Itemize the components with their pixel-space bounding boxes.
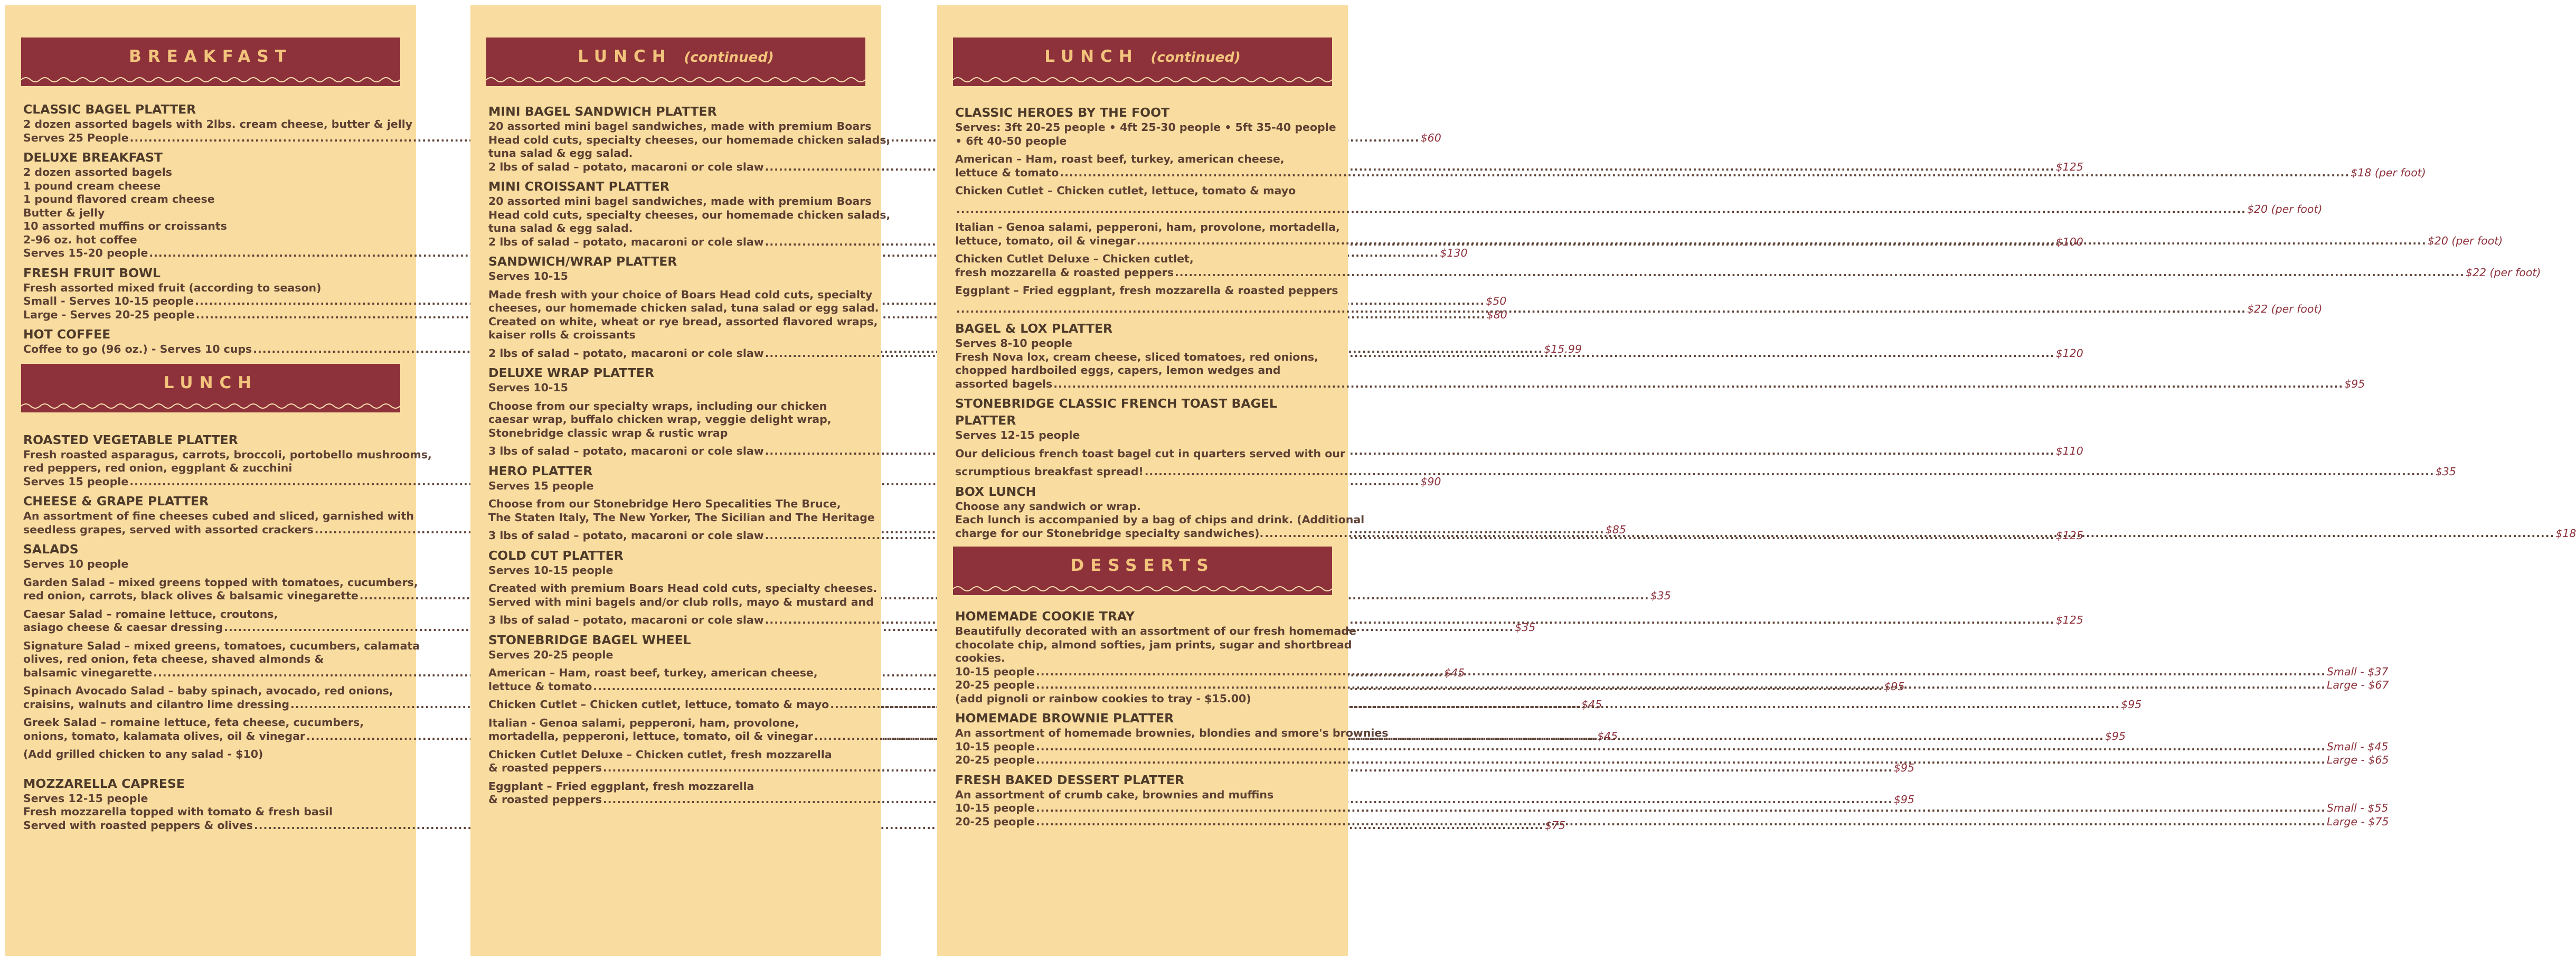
description-line: American – Ham, roast beef, turkey, american cheese, xyxy=(488,666,818,679)
item-price: $75 xyxy=(1544,818,1566,832)
description-line: red peppers, red onion, eggplant & zucchini xyxy=(23,462,292,474)
item-title: HOMEMADE BROWNIE PLATTER xyxy=(955,711,1174,726)
description-line: Butter & jelly xyxy=(23,206,105,219)
item-label: lettuce & tomato xyxy=(955,166,1059,179)
description-line: 2-96 oz. hot coffee xyxy=(23,233,137,246)
description-line: Serves 12-15 people xyxy=(955,429,1080,441)
dot-leader xyxy=(1036,665,2326,679)
item-title: COLD CUT PLATTER xyxy=(488,548,624,563)
wave-divider xyxy=(21,402,400,410)
item-price: $18 xyxy=(2555,526,2576,540)
item-price: $130 xyxy=(1440,247,1468,259)
description-line: Chicken Cutlet Deluxe – Chicken cutlet, xyxy=(955,252,1194,265)
price-row xyxy=(955,202,2323,217)
item-label: fresh mozzarella & roasted peppers xyxy=(955,266,1174,279)
description-line: caesar wrap, buffalo chicken wrap, veggie delight wrap, xyxy=(488,413,832,426)
item-label: craisins, walnuts and cilantro lime dressing xyxy=(23,698,290,711)
desserts-banner xyxy=(953,547,1332,595)
item-price: $125 xyxy=(2055,614,2083,626)
item-label: Large - Serves 20-25 people xyxy=(23,308,195,321)
description-line: tuna salad & egg salad. xyxy=(488,222,633,234)
description-line: Caesar Salad – romaine lettuce, croutons, xyxy=(23,607,278,620)
description-line: Serves 10 people xyxy=(23,558,129,570)
section-heading: LUNCH (continued) xyxy=(578,47,774,66)
item-price: $15.99 xyxy=(1544,343,1582,355)
description-line: Chicken Cutlet – Chicken cutlet, lettuce, tomato & mayo xyxy=(955,184,1296,197)
description-line: Choose from our specialty wraps, including our chicken xyxy=(488,399,827,412)
wave-divider xyxy=(486,76,865,84)
item-label: 10-15 people xyxy=(955,665,1035,678)
description-line: Italian - Genoa salami, pepperoni, ham, provolone, xyxy=(488,716,799,729)
item-price: $20 (per foot) xyxy=(2427,234,2503,247)
item-label: red onion, carrots, black olives & balsamic vinegarette xyxy=(23,589,358,602)
item-price: $95 xyxy=(2105,730,2126,742)
item-price: $95 xyxy=(1893,793,1914,806)
item-label: assorted bagels xyxy=(955,377,1053,390)
item-price: $35 xyxy=(1650,589,1671,602)
price-row xyxy=(955,802,2389,815)
description-line: 1 pound flavored cream cheese xyxy=(23,193,215,205)
description-line: 20 assorted mini bagel sandwiches, made with premium Boars xyxy=(488,195,872,208)
description-line: Italian - Genoa salami, pepperoni, ham, provolone, mortadella, xyxy=(955,221,1340,233)
item-price: $45 xyxy=(1444,666,1465,679)
item-price: $18 (per foot) xyxy=(2351,166,2426,179)
dot-leader xyxy=(1036,802,2326,815)
item-price: $22 (per foot) xyxy=(2247,302,2323,315)
item-title: DELUXE BREAKFAST xyxy=(23,150,163,165)
dot-leader xyxy=(1265,527,2554,541)
item-title: DELUXE WRAP PLATTER xyxy=(488,365,655,380)
description-line: 10 assorted muffins or croissants xyxy=(23,220,227,232)
lunch-banner xyxy=(21,364,400,412)
section-heading: LUNCH xyxy=(163,373,258,392)
item-title: CLASSIC BAGEL PLATTER xyxy=(23,102,196,117)
item-title: FRESH FRUIT BOWL xyxy=(23,265,161,280)
item-price: $90 xyxy=(1420,475,1441,488)
item-label: 3 lbs of salad – potato, macaroni or cole slaw xyxy=(488,614,764,626)
dot-leader xyxy=(1036,679,2326,692)
description-line: cookies. xyxy=(955,652,1005,664)
description-line: chopped hardboiled eggs, capers, lemon wedges and xyxy=(955,364,1281,377)
item-label: 3 lbs of salad – potato, macaroni or cole slaw xyxy=(488,529,764,542)
item-label: Coffee to go (96 oz.) - Serves 10 cups xyxy=(23,343,252,355)
item-title: HOMEMADE COOKIE TRAY xyxy=(955,609,1135,624)
item-title: SALADS xyxy=(23,542,79,557)
price-row xyxy=(955,740,2389,754)
item-price: $45 xyxy=(1597,729,1618,742)
item-title: CHEESE & GRAPE PLATTER xyxy=(23,494,209,509)
item-label: Chicken Cutlet – Chicken cutlet, lettuce, tomato & mayo xyxy=(488,698,829,711)
item-label: balsamic vinegarette xyxy=(23,666,153,679)
item-label: Small - Serves 10-15 people xyxy=(23,295,194,307)
description-line: Serves 15 people xyxy=(488,479,594,492)
item-price: $45 xyxy=(1581,698,1602,711)
description-line: Choose from our Stonebridge Hero Specalities The Bruce, xyxy=(488,497,841,510)
item-price: Large - $75 xyxy=(2326,815,2389,828)
item-label: mortadella, pepperoni, lettuce, tomato, oil & vinegar xyxy=(488,730,813,742)
item-label: 20-25 people xyxy=(955,815,1035,828)
description-line: kaiser rolls & croissants xyxy=(488,328,636,341)
description-line: An assortment of crumb cake, brownies and muffins xyxy=(955,788,1274,801)
price-row xyxy=(488,761,1914,775)
price-row xyxy=(955,754,2389,767)
description-line: 1 pound cream cheese xyxy=(23,179,161,192)
description-line: Serves 10-15 people xyxy=(488,563,614,577)
description-line: Created on white, wheat or rye bread, assorted flavored wraps, xyxy=(488,315,878,328)
description-line: An assortment of fine cheeses cubed and sliced, garnished with xyxy=(23,510,414,522)
description-line: Stonebridge classic wrap & rustic wrap xyxy=(488,426,728,439)
item-title: SANDWICH/WRAP PLATTER xyxy=(488,254,677,269)
item-label: Serves 15-20 people xyxy=(23,247,148,259)
item-title: CLASSIC HEROES BY THE FOOT xyxy=(955,105,1170,120)
item-label: Served with roasted peppers & olives xyxy=(23,818,253,832)
item-price: Small - $55 xyxy=(2326,802,2389,814)
item-price: $35 xyxy=(1515,621,1536,634)
note-text: (add pignoli or rainbow cookies to tray - $15.00) xyxy=(955,692,1251,705)
item-label: Serves 15 people xyxy=(23,475,129,488)
item-price: $20 (per foot) xyxy=(2247,202,2323,215)
description-line: Signature Salad – mixed greens, tomatoes, cucumbers, calamata xyxy=(23,639,420,652)
item-title: ROASTED VEGETABLE PLATTER xyxy=(23,432,238,447)
item-price: Small - $45 xyxy=(2326,740,2389,753)
description-line: tuna salad & egg salad. xyxy=(488,147,633,159)
item-price: $50 xyxy=(1486,295,1507,307)
item-title: MINI CROISSANT PLATTER xyxy=(488,179,669,194)
dot-leader xyxy=(956,303,2246,316)
item-label: onions, tomato, kalamata olives, oil & vinegar xyxy=(23,729,306,742)
description-line: Fresh mozzarella topped with tomato & fresh basil xyxy=(23,805,333,818)
item-label: 10-15 people xyxy=(955,802,1035,814)
description-line: Chicken Cutlet Deluxe – Chicken cutlet, fresh mozzarella xyxy=(488,748,832,761)
dot-leader xyxy=(1036,754,2326,767)
lunch-continued-banner xyxy=(486,37,865,86)
description-line: Head cold cuts, specialty cheeses, our homemade chicken salads, xyxy=(488,208,891,221)
description-line: 2 dozen assorted bagels with 2lbs. cream cheese, butter & jelly xyxy=(23,118,413,130)
description-line: Beautifully decorated with an assortment of our fresh homemade xyxy=(955,625,1356,637)
item-title: MOZZARELLA CAPRESE xyxy=(23,776,185,791)
item-label: lettuce, tomato, oil & vinegar xyxy=(955,234,1136,247)
item-label: & roasted peppers xyxy=(488,761,602,774)
item-title: STONEBRIDGE BAGEL WHEEL xyxy=(488,632,691,647)
dot-leader xyxy=(1145,465,2435,479)
item-title: BAGEL & LOX PLATTER xyxy=(955,321,1113,336)
price-row xyxy=(955,266,2541,280)
description-line: American – Ham, roast beef, turkey, american cheese, xyxy=(955,153,1285,165)
description-line: Serves 10-15 xyxy=(488,270,568,283)
item-price: $95 xyxy=(2121,698,2142,711)
wave-divider xyxy=(953,76,1332,84)
item-label: charge for our Stonebridge specialty sandwiches). xyxy=(955,526,1264,540)
item-label: & roasted peppers xyxy=(488,793,602,806)
item-price: $120 xyxy=(2055,346,2083,360)
description-line: 20 assorted mini bagel sandwiches, made with premium Boars xyxy=(488,120,872,133)
item-price: Small - $37 xyxy=(2326,665,2389,678)
description-line: Greek Salad – romaine lettuce, feta cheese, cucumbers, xyxy=(23,716,364,729)
description-line: Eggplant – Fried eggplant, fresh mozzarella & roasted peppers xyxy=(955,284,1338,297)
dot-leader xyxy=(1036,815,2326,829)
item-price: $80 xyxy=(1486,308,1507,321)
item-label: 20-25 people xyxy=(955,754,1035,766)
description-line: chocolate chip, almond softies, jam prints, sugar and shortbread xyxy=(955,638,1352,651)
description-line: Fresh Nova lox, cream cheese, sliced tomatoes, red onions, xyxy=(955,350,1318,363)
item-price: $60 xyxy=(1420,131,1441,144)
lunch-continued-banner-2 xyxy=(953,37,1332,86)
dot-leader xyxy=(1060,166,2349,180)
item-title: BOX LUNCH xyxy=(955,484,1036,499)
item-title: HOT COFFEE xyxy=(23,327,111,342)
description-line: Created with premium Boars Head cold cuts, specialty cheeses. xyxy=(488,582,877,595)
note-text: (Add grilled chicken to any salad - $10) xyxy=(23,748,263,760)
item-price: $22 (per foot) xyxy=(2465,266,2541,279)
item-price: $95 xyxy=(1884,680,1905,693)
description-line: Serves: 3ft 20-25 people • 4ft 25-30 people • 5ft 35-40 people xyxy=(955,121,1336,134)
description-line: An assortment of homemade brownies, blondies and smore's brownies xyxy=(955,727,1389,739)
item-title: STONEBRIDGE CLASSIC FRENCH TOAST BAGEL PLATTER xyxy=(955,396,1277,428)
item-title: HERO PLATTER xyxy=(488,463,593,478)
item-label: seedless grapes, served with assorted crackers xyxy=(23,523,314,536)
description-line: Head cold cuts, specialty cheeses, our homemade chicken salads, xyxy=(488,133,891,146)
dot-leader xyxy=(956,203,2246,217)
item-label: 2 lbs of salad – potato, macaroni or cole slaw xyxy=(488,346,764,360)
dot-leader xyxy=(1036,740,2326,754)
price-row xyxy=(23,475,1441,489)
description-line: The Staten Italy, The New Yorker, The Sicilian and The Heritage xyxy=(488,511,875,524)
dot-leader xyxy=(1053,378,2343,391)
item-price: $125 xyxy=(2055,160,2083,173)
dot-leader xyxy=(1175,266,2465,280)
description-line: Choose any sandwich or wrap. xyxy=(955,500,1141,513)
section-heading: DESSERTS xyxy=(1070,556,1215,575)
description-line: Garden Salad – mixed greens topped with tomatoes, cucumbers, xyxy=(23,576,418,589)
description-line: • 6ft 40-50 people xyxy=(955,134,1067,147)
description-line: Serves 8-10 people xyxy=(955,337,1073,350)
section-heading: LUNCH (continued) xyxy=(1044,47,1241,66)
item-label: 3 lbs of salad – potato, macaroni or cole slaw xyxy=(488,445,764,457)
item-label: scrumptious breakfast spread! xyxy=(955,465,1144,478)
wave-divider xyxy=(21,76,400,84)
item-label: 2 lbs of salad – potato, macaroni or cole slaw xyxy=(488,235,764,248)
item-price: Large - $67 xyxy=(2326,679,2389,691)
description-line: Our delicious french toast bagel cut in quarters served with our xyxy=(955,447,1345,460)
description-line: Serves 20-25 people xyxy=(488,648,614,661)
description-line: Spinach Avocado Salad – baby spinach, avocado, red onions, xyxy=(23,684,393,697)
description-line: Fresh roasted asparagus, carrots, broccoli, portobello mushrooms, xyxy=(23,448,432,461)
item-price: $85 xyxy=(1605,523,1626,536)
description-line: Each lunch is accompanied by a bag of chips and drink. (Additional xyxy=(955,513,1365,526)
price-row xyxy=(955,815,2389,829)
price-row xyxy=(955,465,2456,479)
item-title: FRESH BAKED DESSERT PLATTER xyxy=(955,772,1184,787)
section-heading: BREAKFAST xyxy=(129,47,292,66)
item-price: $95 xyxy=(2344,377,2365,390)
item-label: asiago cheese & caesar dressing xyxy=(23,621,223,634)
item-price: $110 xyxy=(2055,445,2083,457)
description-line: Fresh assorted mixed fruit (according to season) xyxy=(23,281,322,294)
price-row xyxy=(955,377,2365,391)
item-price: Large - $65 xyxy=(2326,754,2389,766)
description-line: Served with mini bagels and/or club rolls, mayo & mustard and xyxy=(488,595,874,608)
item-title: MINI BAGEL SANDWICH PLATTER xyxy=(488,104,717,119)
description-line: cheeses, our homemade chicken salad, tuna salad or egg salad. xyxy=(488,302,879,314)
item-price: $95 xyxy=(1893,761,1914,774)
description-line: Serves 10-15 xyxy=(488,381,568,394)
item-price: $35 xyxy=(2435,465,2456,478)
wave-divider xyxy=(953,585,1332,593)
item-label: 10-15 people xyxy=(955,740,1035,753)
breakfast-banner xyxy=(21,37,400,86)
description-line: Eggplant – Fried eggplant, fresh mozzarella xyxy=(488,779,754,793)
item-label: Serves 25 People xyxy=(23,131,129,144)
description-line: Made fresh with your choice of Boars Head cold cuts, specialty xyxy=(488,288,873,301)
description-line: 2 dozen assorted bagels xyxy=(23,166,172,178)
item-label: 2 lbs of salad – potato, macaroni or cole slaw xyxy=(488,160,764,173)
description-line: Serves 12-15 people xyxy=(23,792,148,805)
description-line: olives, red onion, feta cheese, shaved almonds & xyxy=(23,653,324,665)
item-price: $125 xyxy=(2055,529,2083,542)
item-label: 20-25 people xyxy=(955,679,1035,691)
item-label: lettuce & tomato xyxy=(488,680,592,693)
item-price: $100 xyxy=(2055,235,2083,248)
dot-leader xyxy=(1137,234,2427,248)
